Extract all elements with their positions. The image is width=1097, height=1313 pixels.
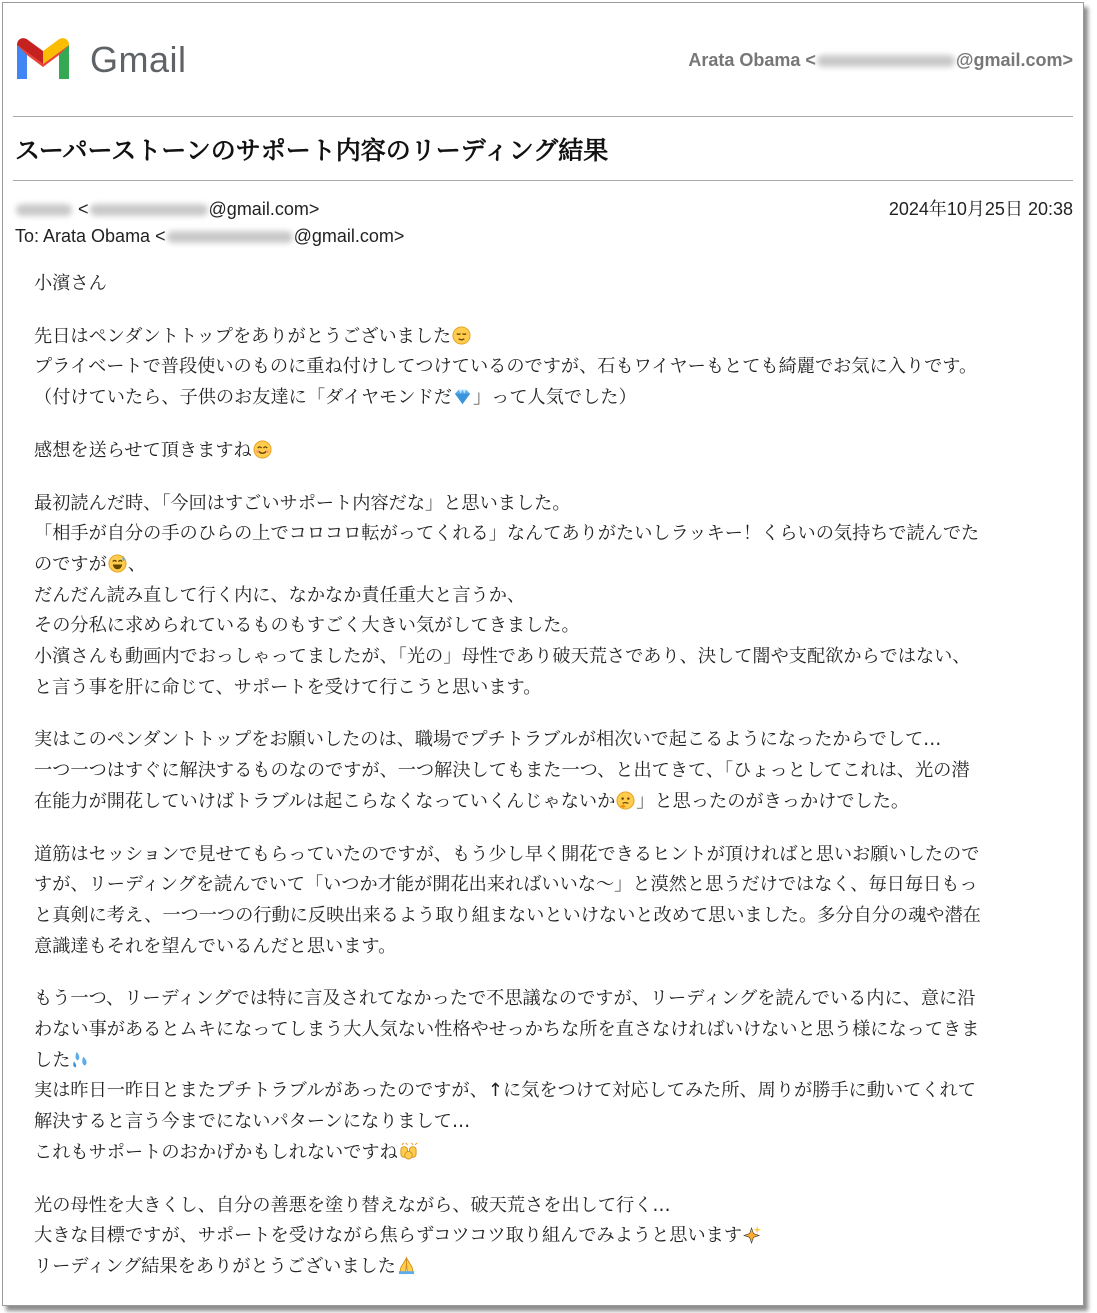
body-line: 実はこのペンダントトップをお願いしたのは、職場でプチトラブルが相次いで起こるようになったからでして… [34, 729, 942, 751]
smiling-face-icon [253, 440, 272, 459]
gmail-logo-icon [13, 35, 73, 83]
folded-hands-icon [397, 1256, 416, 1275]
account-email-domain: @gmail.com> [955, 50, 1073, 70]
body-line: 意識達もそれを望んでいるんだと思います。 [34, 935, 397, 957]
text: 、 [127, 553, 146, 575]
body-line: と言う事を肝に命じて、サポートを受けて行こうと思います。 [34, 676, 542, 698]
body-line [34, 787, 1054, 818]
account-info [688, 50, 1073, 71]
relieved-face-icon [452, 326, 471, 345]
to-label: To: Arata Obama < [15, 226, 166, 246]
email-print-view [2, 2, 1084, 1306]
text: 」って人気でした） [472, 387, 637, 409]
redacted-sender-name [16, 204, 72, 216]
body-line [34, 550, 1054, 581]
to-line [15, 223, 1073, 250]
body-line: すが、リーディングを読んでいて「いつか才能が開花出来ればいいな～」と漠然と思うだけではなく、毎日毎日もっ [34, 874, 978, 896]
paragraph [34, 725, 1054, 817]
sparkles-icon [743, 1225, 762, 1244]
paragraph [34, 322, 1054, 414]
paragraph [34, 436, 1054, 467]
body-line: その分私に求められているものもすごく大きい気がしてきました。 [34, 615, 580, 637]
paragraph [34, 489, 1054, 704]
body-line: 解決すると言う今までにないパターンになりまして… [34, 1111, 471, 1133]
body-line [34, 1252, 1054, 1283]
text: のですが [34, 553, 107, 575]
body-line: 小濱さんも動画内でおっしゃってましたが、「光の」母性であり破天荒さであり、決して闇や支配欲からではない、 [34, 646, 971, 668]
text: 感想を送らせて頂きますね [34, 439, 252, 461]
paragraph [34, 840, 1054, 963]
divider [13, 180, 1073, 181]
body-line: もう一つ、リーディングでは特に言及されてなかったで不思議なのですが、リーディングを読んでいる内に、意に沿 [34, 988, 976, 1010]
body-line [34, 436, 1054, 467]
body-line: 光の母性を大きくし、自分の善悪を塗り替えながら、破天荒さを出して行く… [34, 1194, 671, 1216]
text: 在能力が開花していけばトラブルは起こらなくなっていくんじゃないか [34, 790, 616, 812]
divider [13, 116, 1073, 117]
body-line: 小濱さん [34, 273, 107, 294]
from-open: < [78, 199, 89, 219]
body-line: と真剣に考え、一つ一つの行動に反映出来るよう取り組まないといけないと改めて思いました。多分自分の魂や潜在 [34, 904, 981, 926]
text: した [34, 1049, 71, 1071]
email-meta [15, 196, 1073, 250]
raising-hands-icon [399, 1142, 418, 1161]
sweat-smile-icon [108, 554, 127, 573]
body-line: わない事があるとムキになってしまう大人気ない性格やせっかちな所を直さなければいけないと思う様になってきま [34, 1019, 980, 1041]
body-line: 最初読んだ時、「今回はすごいサポート内容だな」と思いました。 [34, 492, 571, 514]
text: 」と思ったのがきっかけでした。 [636, 790, 910, 812]
body-line: プライベートで普段使いのものに重ね付けしてつけているのですが、石もワイヤーもとても綺麗でお気に入りです。 [34, 356, 978, 378]
gem-icon [453, 387, 472, 406]
body-line [34, 383, 1054, 414]
paragraph [34, 984, 1054, 1168]
body-line: 一つ一つはすぐに解決するものなのですが、一つ解決してもまた一つ、と出てきて、「ひょっとしてこれは、光の潜 [34, 760, 970, 782]
body-line: だんだん読み直して行く内に、なかなか責任重大と言うか、 [34, 584, 526, 606]
to-email-domain: @gmail.com> [293, 226, 405, 246]
body-line: 道筋はセッションで見せてもらっていたのですが、もう少し早く開花できるヒントが頂ければと思いお願いしたので [34, 843, 980, 865]
from-line [15, 196, 1073, 223]
body-line [34, 1138, 1054, 1169]
body-line [34, 1046, 1054, 1077]
text: リーディング結果をありがとうございました [34, 1255, 396, 1277]
paragraph [34, 1191, 1054, 1283]
text: （付けていたら、子供のお友達に「ダイヤモンドだ [34, 387, 452, 409]
text: 大きな目標ですが、サポートを受けながら焦らずコツコツ取り組んでみようと思います [34, 1225, 743, 1247]
gmail-header [13, 31, 1073, 93]
from-email-domain: @gmail.com> [208, 199, 320, 219]
paragraph [34, 269, 1054, 300]
email-body [34, 269, 1054, 1305]
text: 先日はペンダントトップをありがとうございました [34, 325, 452, 347]
text: これもサポートのおかげかもしれないですね [34, 1141, 398, 1163]
body-line [34, 322, 1054, 353]
email-date: 2024年10月25日 20:38 [888, 199, 1073, 219]
redacted-email [90, 204, 208, 216]
body-line [34, 1221, 1054, 1252]
account-name: Arata Obama [688, 50, 801, 70]
body-line: 「相手が自分の手のひらの上でコロコロ転がってくれる」なんてありがたいしラッキー！くらいの気持ちで読んでた [34, 523, 980, 545]
sweat-droplets-icon [71, 1050, 90, 1069]
account-email-open: < [805, 50, 816, 70]
email-subject: スーパーストーンのサポート内容のリーディング結果 [15, 136, 609, 165]
redacted-email [167, 231, 293, 243]
gmail-wordmark: Gmail [90, 39, 187, 80]
thinking-face-icon [616, 791, 635, 810]
body-line: 実は昨日一昨日とまたプチトラブルがあったのですが、↑に気をつけて対応してみた所、周りが勝手に動いてくれて [34, 1080, 976, 1102]
redacted-email [817, 55, 955, 67]
